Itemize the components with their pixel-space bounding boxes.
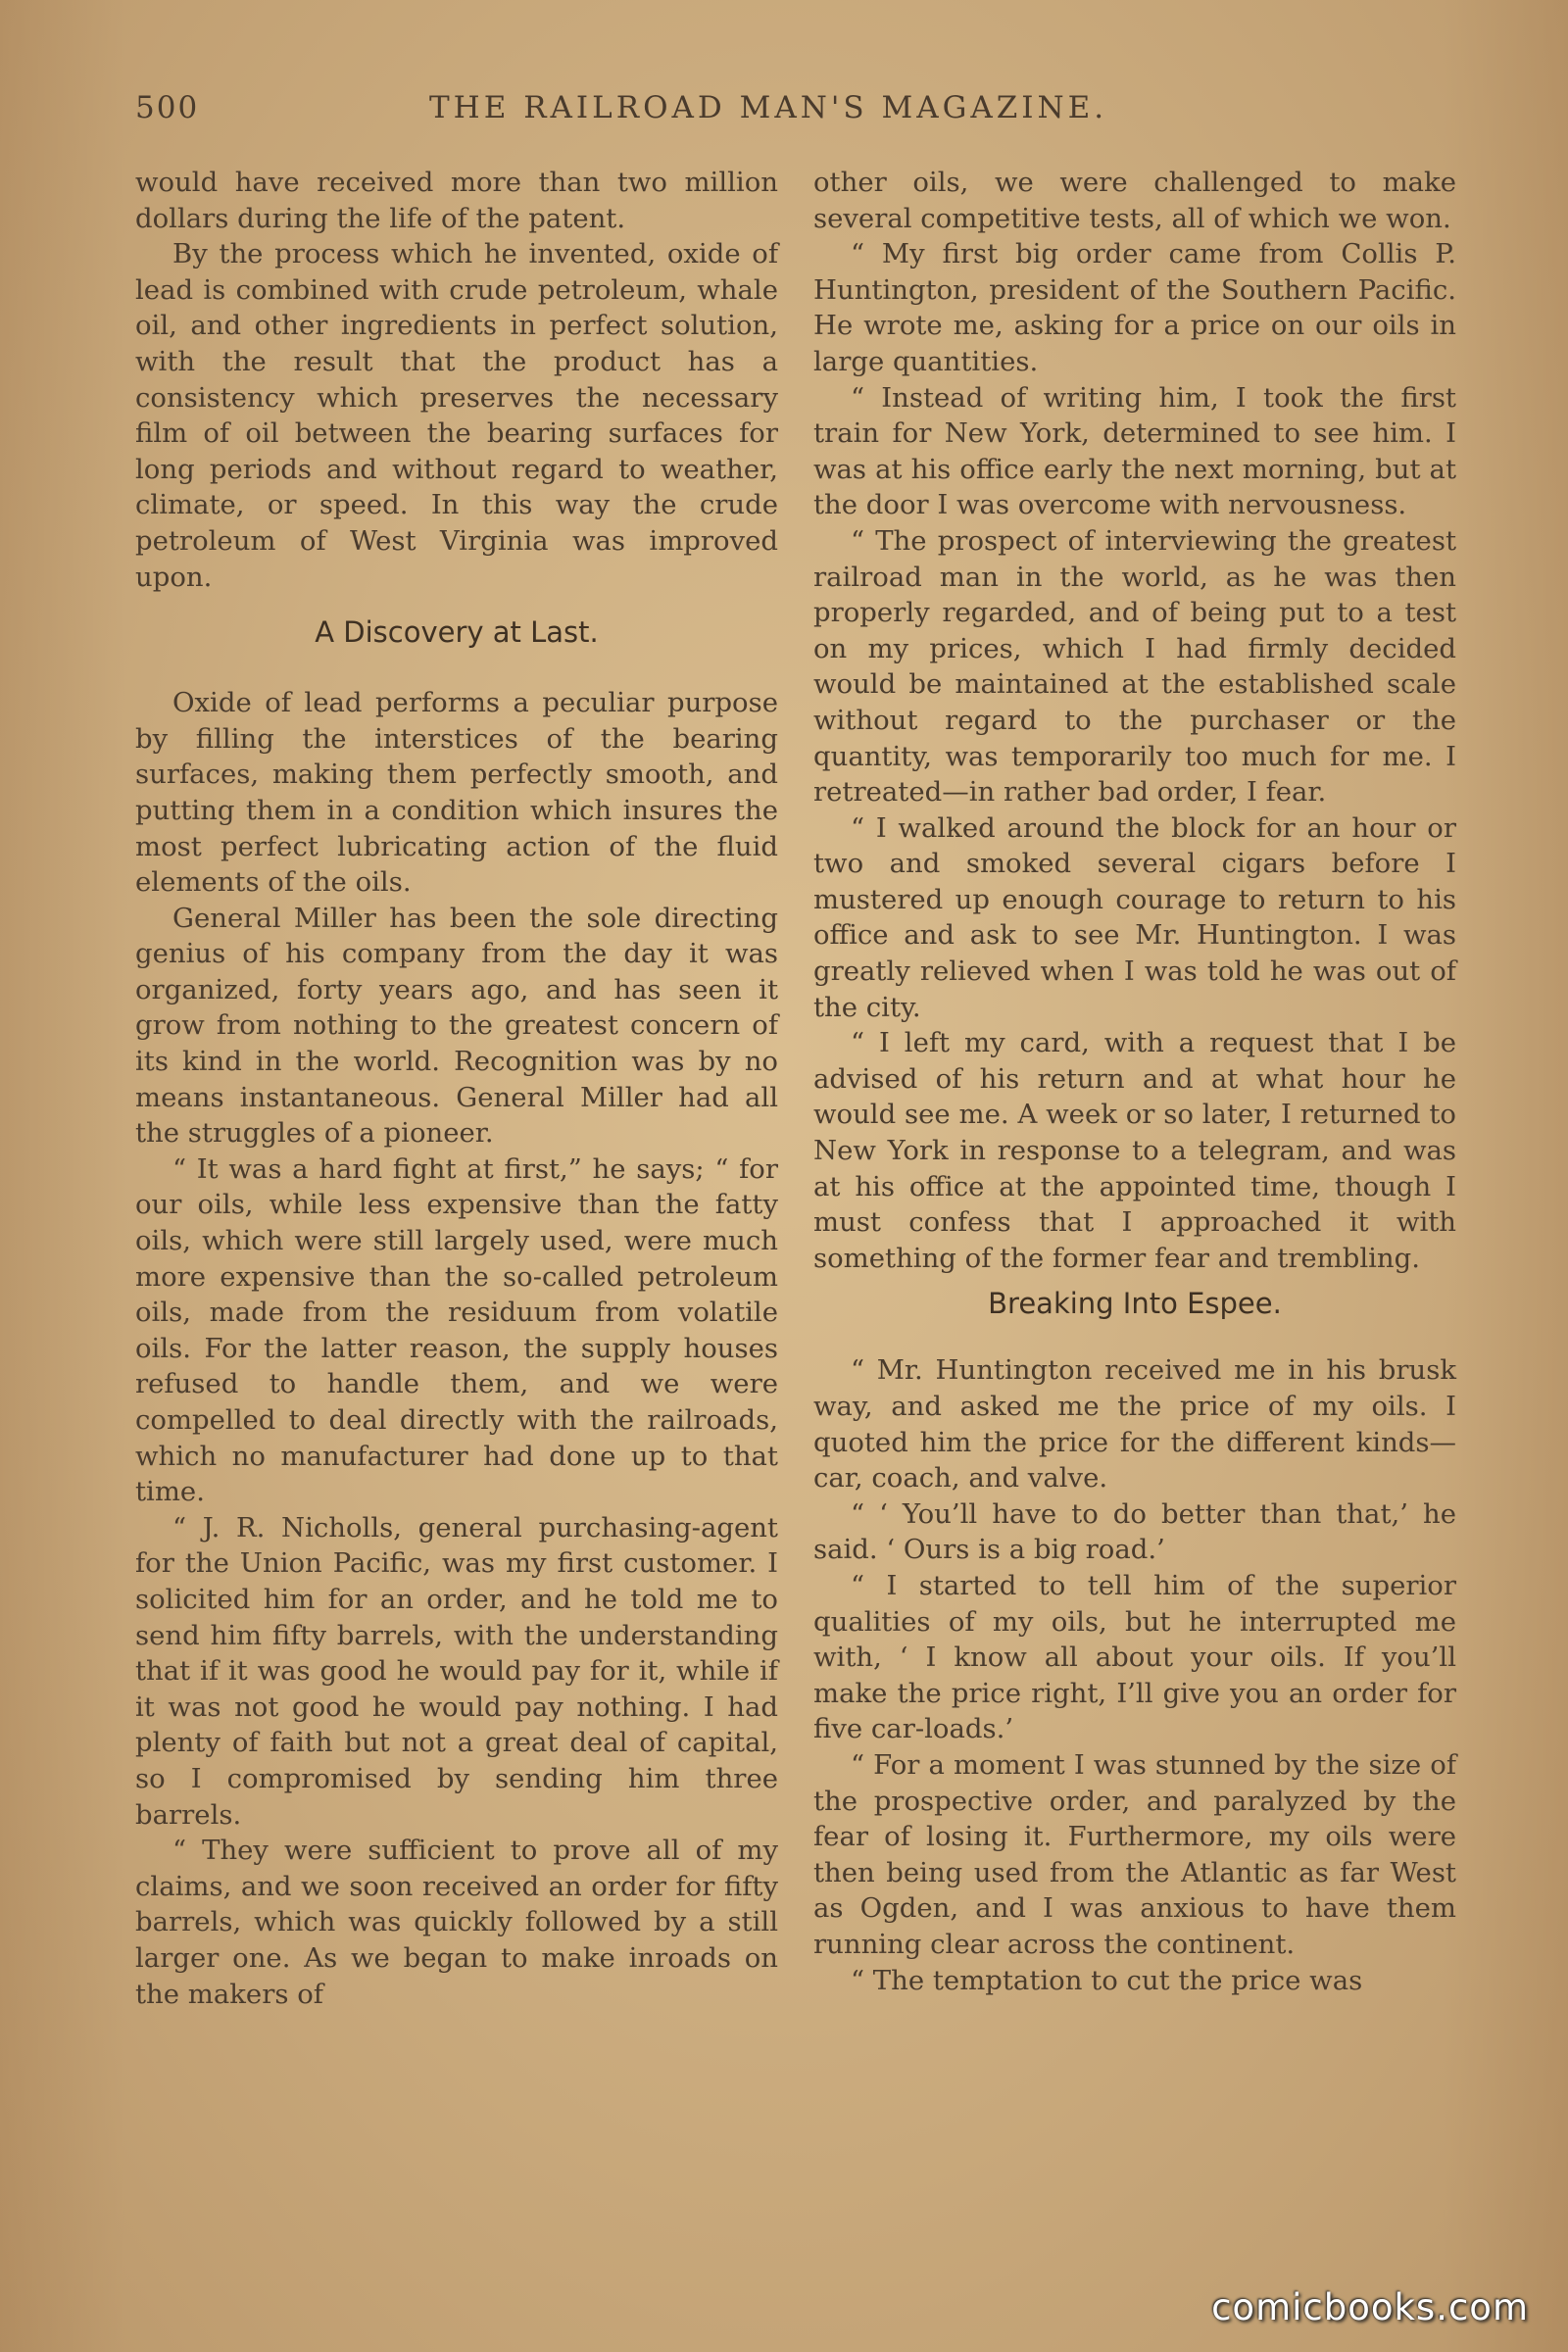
paragraph: “ J. R. Nicholls, general purchasing-agent for the Union Pacific, was my first customer. I solicited him for an order, and he told me to send him fifty barrels, with the understanding that if it was good he would pay for it, while if it was not good he would pay nothing. I had plenty of faith but not a great deal of capital, so I compromised by sending him three barrels. (135, 1511, 778, 1831)
section-heading: Breaking Into Espee. (988, 1287, 1282, 1321)
paragraph: “ Mr. Huntington received me in his brusk way, and asked me the price of my oils. I quoted him the price for the different kinds—car, coach, and valve. (813, 1354, 1456, 1494)
paragraph: “ It was a hard fight at first,” he says; “ for our oils, while less expensive than the fatty oils, which were still largely used, were much more expensive than the so-called petroleum oils, made from the residuum from volatile oils. For the latter reason, the supply houses refused to handle them, and we were compelled to deal directly with the railroads, which no manufacturer had done up to that time. (135, 1152, 778, 1508)
paragraph: “ My first big order came from Collis P. Huntington, president of the Southern Pacific. He wrote me, asking for a price on our oils in large quantities. (813, 238, 1456, 377)
section-heading: A Discovery at Last. (315, 615, 599, 650)
paragraph: By the process which he invented, oxide of lead is combined with crude petroleum, whale oil, and other ingredients in perfect solution, with the result that the product has a consistency which preserves the necessary film of oil between the bearing surfaces for long periods and without regard to weather, climate, or speed. In this way the crude petroleum of West Virginia was improved upon. (135, 238, 778, 593)
paragraph: “ They were sufficient to prove all of my claims, and we soon received an order for fifty barrels, which was quickly followed by a still larger one. As we began to make inroads on the makers of (135, 1835, 778, 2010)
paragraph: “ I left my card, with a request that I be advised of his return and at what hour he would see me. A week or so later, I returned to New York in response to a telegram, and was at his office at the appointed time, though I must confess that I approached it with something of the former fear and trembling. (813, 1027, 1456, 1274)
paragraph: “ For a moment I was stunned by the size of the prospective order, and paralyzed by the fear of losing it. Furthermore, my oils were then being used from the Atlantic as far West as Ogden, and I was anxious to have them running clear across the continent. (813, 1748, 1456, 1960)
right-column (813, 165, 1456, 1998)
page-header (135, 90, 1448, 139)
paragraph: General Miller has been the sole directing genius of his company from the day it was organized, forty years ago, and has seen it grow from nothing to the greatest concern of its kind in the world. Recognition was by no means instantaneous. General Miller had all the struggles of a pioneer. (135, 902, 778, 1150)
paragraph: “ Instead of writing him, I took the first train for New York, determined to see him. I was at his office early the next morning, but at the door I was overcome with nervousness. (813, 381, 1456, 521)
paragraph: Oxide of lead performs a peculiar purpose by filling the interstices of the bearing surfaces, making them perfectly smooth, and putting them in a condition which insures the most perfect lubricating action of the fluid elements of the oils. (135, 687, 778, 899)
paragraph: “ ‘ You’ll have to do better than that,’ he said. ‘ Ours is a big road.’ (813, 1497, 1456, 1566)
paragraph: “ I walked around the block for an hour or two and smoked several cigars before I mustered up enough courage to return to his office and ask to see Mr. Huntington. I was greatly relieved when I was told he was out of the city. (813, 811, 1456, 1023)
watermark: comicbooks.com (1211, 2286, 1529, 2328)
left-column (135, 165, 778, 2012)
paragraph: “ The temptation to cut the price was (851, 1964, 1363, 1996)
magazine-title: THE RAILROAD MAN'S MAGAZINE. (429, 90, 1108, 125)
paragraph: “ I started to tell him of the superior qualities of my oils, but he interrupted me with, ‘ I know all about your oils. If you’ll make the price right, I’ll give you an order for five car-loads.’ (813, 1569, 1456, 1745)
paragraph: “ The prospect of interviewing the greatest railroad man in the world, as he was then properly regarded, and of being put to a test on my prices, which I had firmly decided would be maintained at the established scale without regard to the purchaser or the quantity, was temporarily too much for me. I retreated—in rather bad order, I fear. (813, 524, 1456, 808)
page-number: 500 (135, 90, 200, 125)
paragraph: other oils, we were challenged to make several competitive tests, all of which we won. (813, 167, 1456, 234)
paragraph: would have received more than two million dollars during the life of the patent. (135, 167, 778, 234)
